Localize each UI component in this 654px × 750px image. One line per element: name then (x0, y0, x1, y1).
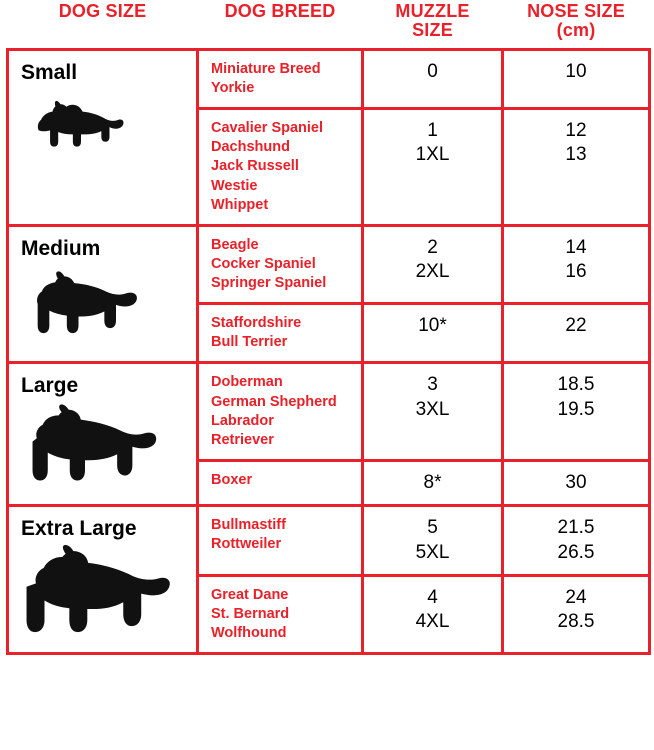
dog-breed-cell (198, 460, 363, 505)
nose-size-value: 16 (565, 261, 587, 283)
breed-item: German Shepherd (211, 393, 337, 410)
column-header-dog-size (8, 0, 198, 49)
nose-size-value: 12 (565, 120, 587, 142)
muzzle-size-value: 1 (427, 120, 438, 142)
breed-item: Cavalier Spaniel (211, 120, 324, 137)
breed-item: Springer Spaniel (211, 275, 327, 291)
breed-list (211, 373, 351, 450)
breed-list (211, 586, 351, 643)
dog-size-cell-content (9, 227, 196, 352)
dog-size-cell-content (9, 51, 196, 166)
nose-size-cell (503, 304, 650, 363)
table-row (8, 363, 650, 461)
nose-size-value: 10 (565, 60, 587, 82)
breed-item: Doberman (211, 374, 283, 391)
dog-size-cell (8, 363, 198, 506)
nose-size-value: 30 (565, 471, 587, 493)
extra-large-dog-silhouette (21, 544, 184, 639)
muzzle-size-cell (363, 225, 503, 303)
dog-size-cell (8, 49, 198, 225)
breed-list (211, 516, 351, 554)
nose-size-value: 26.5 (557, 541, 595, 563)
table-body (8, 49, 650, 653)
nose-size-cell (503, 225, 650, 303)
dog-breed-cell (198, 225, 363, 303)
dog-size-label: Extra Large (21, 517, 137, 541)
dog-breed-cell (198, 109, 363, 226)
column-header-nose-size-line2: (cm) (556, 20, 596, 41)
nose-size-cell (503, 49, 650, 108)
muzzle-size-cell (363, 506, 503, 576)
breed-item: Westie (211, 177, 258, 194)
muzzle-size-value: 10* (418, 315, 447, 337)
breed-item: Retriever (211, 431, 274, 448)
breed-list (211, 60, 351, 98)
muzzle-size-cell (363, 109, 503, 226)
breed-item: St. Bernard (211, 605, 290, 622)
nose-size-cell (503, 506, 650, 576)
dog-size-cell-content (9, 364, 196, 497)
dog-size-label: Large (21, 374, 79, 398)
dog-breed-cell (198, 575, 363, 653)
column-header-dog-breed-line1: DOG BREED (224, 1, 336, 21)
nose-size-cell (503, 363, 650, 461)
dog-size-cell (8, 225, 198, 363)
breed-item: Beagle (211, 236, 259, 253)
dog-size-cell (8, 506, 198, 654)
size-chart-table (6, 0, 651, 655)
table-row (8, 506, 650, 576)
breed-item: Jack Russell (211, 158, 299, 175)
breed-item: Great Dane (211, 586, 289, 603)
column-header-dog-breed (198, 0, 363, 49)
muzzle-size-value: 8* (423, 471, 442, 493)
muzzle-size-cell (363, 460, 503, 505)
muzzle-size-cell (363, 363, 503, 461)
dog-size-cell-content (9, 507, 196, 647)
table-row (8, 225, 650, 303)
breed-list (211, 119, 351, 215)
muzzle-size-value: 1XL (415, 144, 450, 166)
breed-item: Cocker Spaniel (211, 255, 316, 272)
muzzle-size-value: 2 (427, 236, 438, 258)
muzzle-size-cell (363, 49, 503, 108)
muzzle-size-value: 4 (427, 586, 438, 608)
dog-breed-cell (198, 506, 363, 576)
muzzle-size-value: 5XL (415, 541, 450, 563)
breed-item: Yorkie (211, 80, 255, 96)
nose-size-value: 14 (565, 236, 587, 258)
medium-dog-silhouette (21, 264, 184, 344)
table-row (8, 49, 650, 108)
nose-size-value: 21.5 (557, 517, 595, 539)
breed-item: Dachshund (211, 139, 290, 156)
muzzle-size-value: 0 (427, 60, 438, 82)
nose-size-value: 22 (565, 315, 587, 337)
nose-size-cell (503, 460, 650, 505)
column-header-nose-size-line1: NOSE SIZE (527, 1, 625, 21)
dog-breed-cell (198, 49, 363, 108)
breed-item: Whippet (211, 196, 269, 213)
nose-size-value: 18.5 (557, 374, 595, 396)
muzzle-size-value: 2XL (415, 261, 450, 283)
column-header-dog-size-line1: DOG SIZE (58, 1, 147, 21)
muzzle-size-value: 4XL (415, 611, 450, 633)
column-header-nose-size (503, 0, 650, 49)
muzzle-size-value: 5 (427, 517, 438, 539)
breed-item: Bull Terrier (211, 334, 288, 351)
breed-list (211, 471, 351, 490)
dog-size-label: Medium (21, 236, 101, 260)
large-dog-silhouette (21, 401, 184, 489)
small-dog-silhouette (21, 88, 184, 158)
nose-size-cell (503, 109, 650, 226)
breed-item: Bullmastiff (211, 517, 286, 534)
muzzle-size-cell (363, 304, 503, 363)
dog-breed-cell (198, 304, 363, 363)
muzzle-size-value: 3XL (415, 398, 450, 420)
breed-item: Labrador (211, 412, 274, 429)
column-header-muzzle-size-line1: MUZZLE (395, 1, 470, 21)
nose-size-value: 28.5 (557, 611, 595, 633)
column-header-muzzle-size (363, 0, 503, 49)
breed-list (211, 236, 351, 293)
nose-size-value: 24 (565, 586, 587, 608)
nose-size-value: 19.5 (557, 398, 595, 420)
nose-size-cell (503, 575, 650, 653)
breed-item: Rottweiler (211, 536, 282, 553)
table-header (8, 0, 650, 49)
breed-item: Boxer (211, 471, 253, 488)
dog-size-label: Small (21, 60, 78, 84)
breed-item: Miniature Breed (211, 60, 321, 77)
column-header-muzzle-size-line2: SIZE (412, 20, 453, 41)
breed-list (211, 314, 351, 352)
muzzle-size-cell (363, 575, 503, 653)
breed-item: Staffordshire (211, 315, 302, 332)
muzzle-size-value: 3 (427, 374, 438, 396)
breed-item: Wolfhound (211, 625, 287, 642)
dog-breed-cell (198, 363, 363, 461)
nose-size-value: 13 (565, 144, 587, 166)
